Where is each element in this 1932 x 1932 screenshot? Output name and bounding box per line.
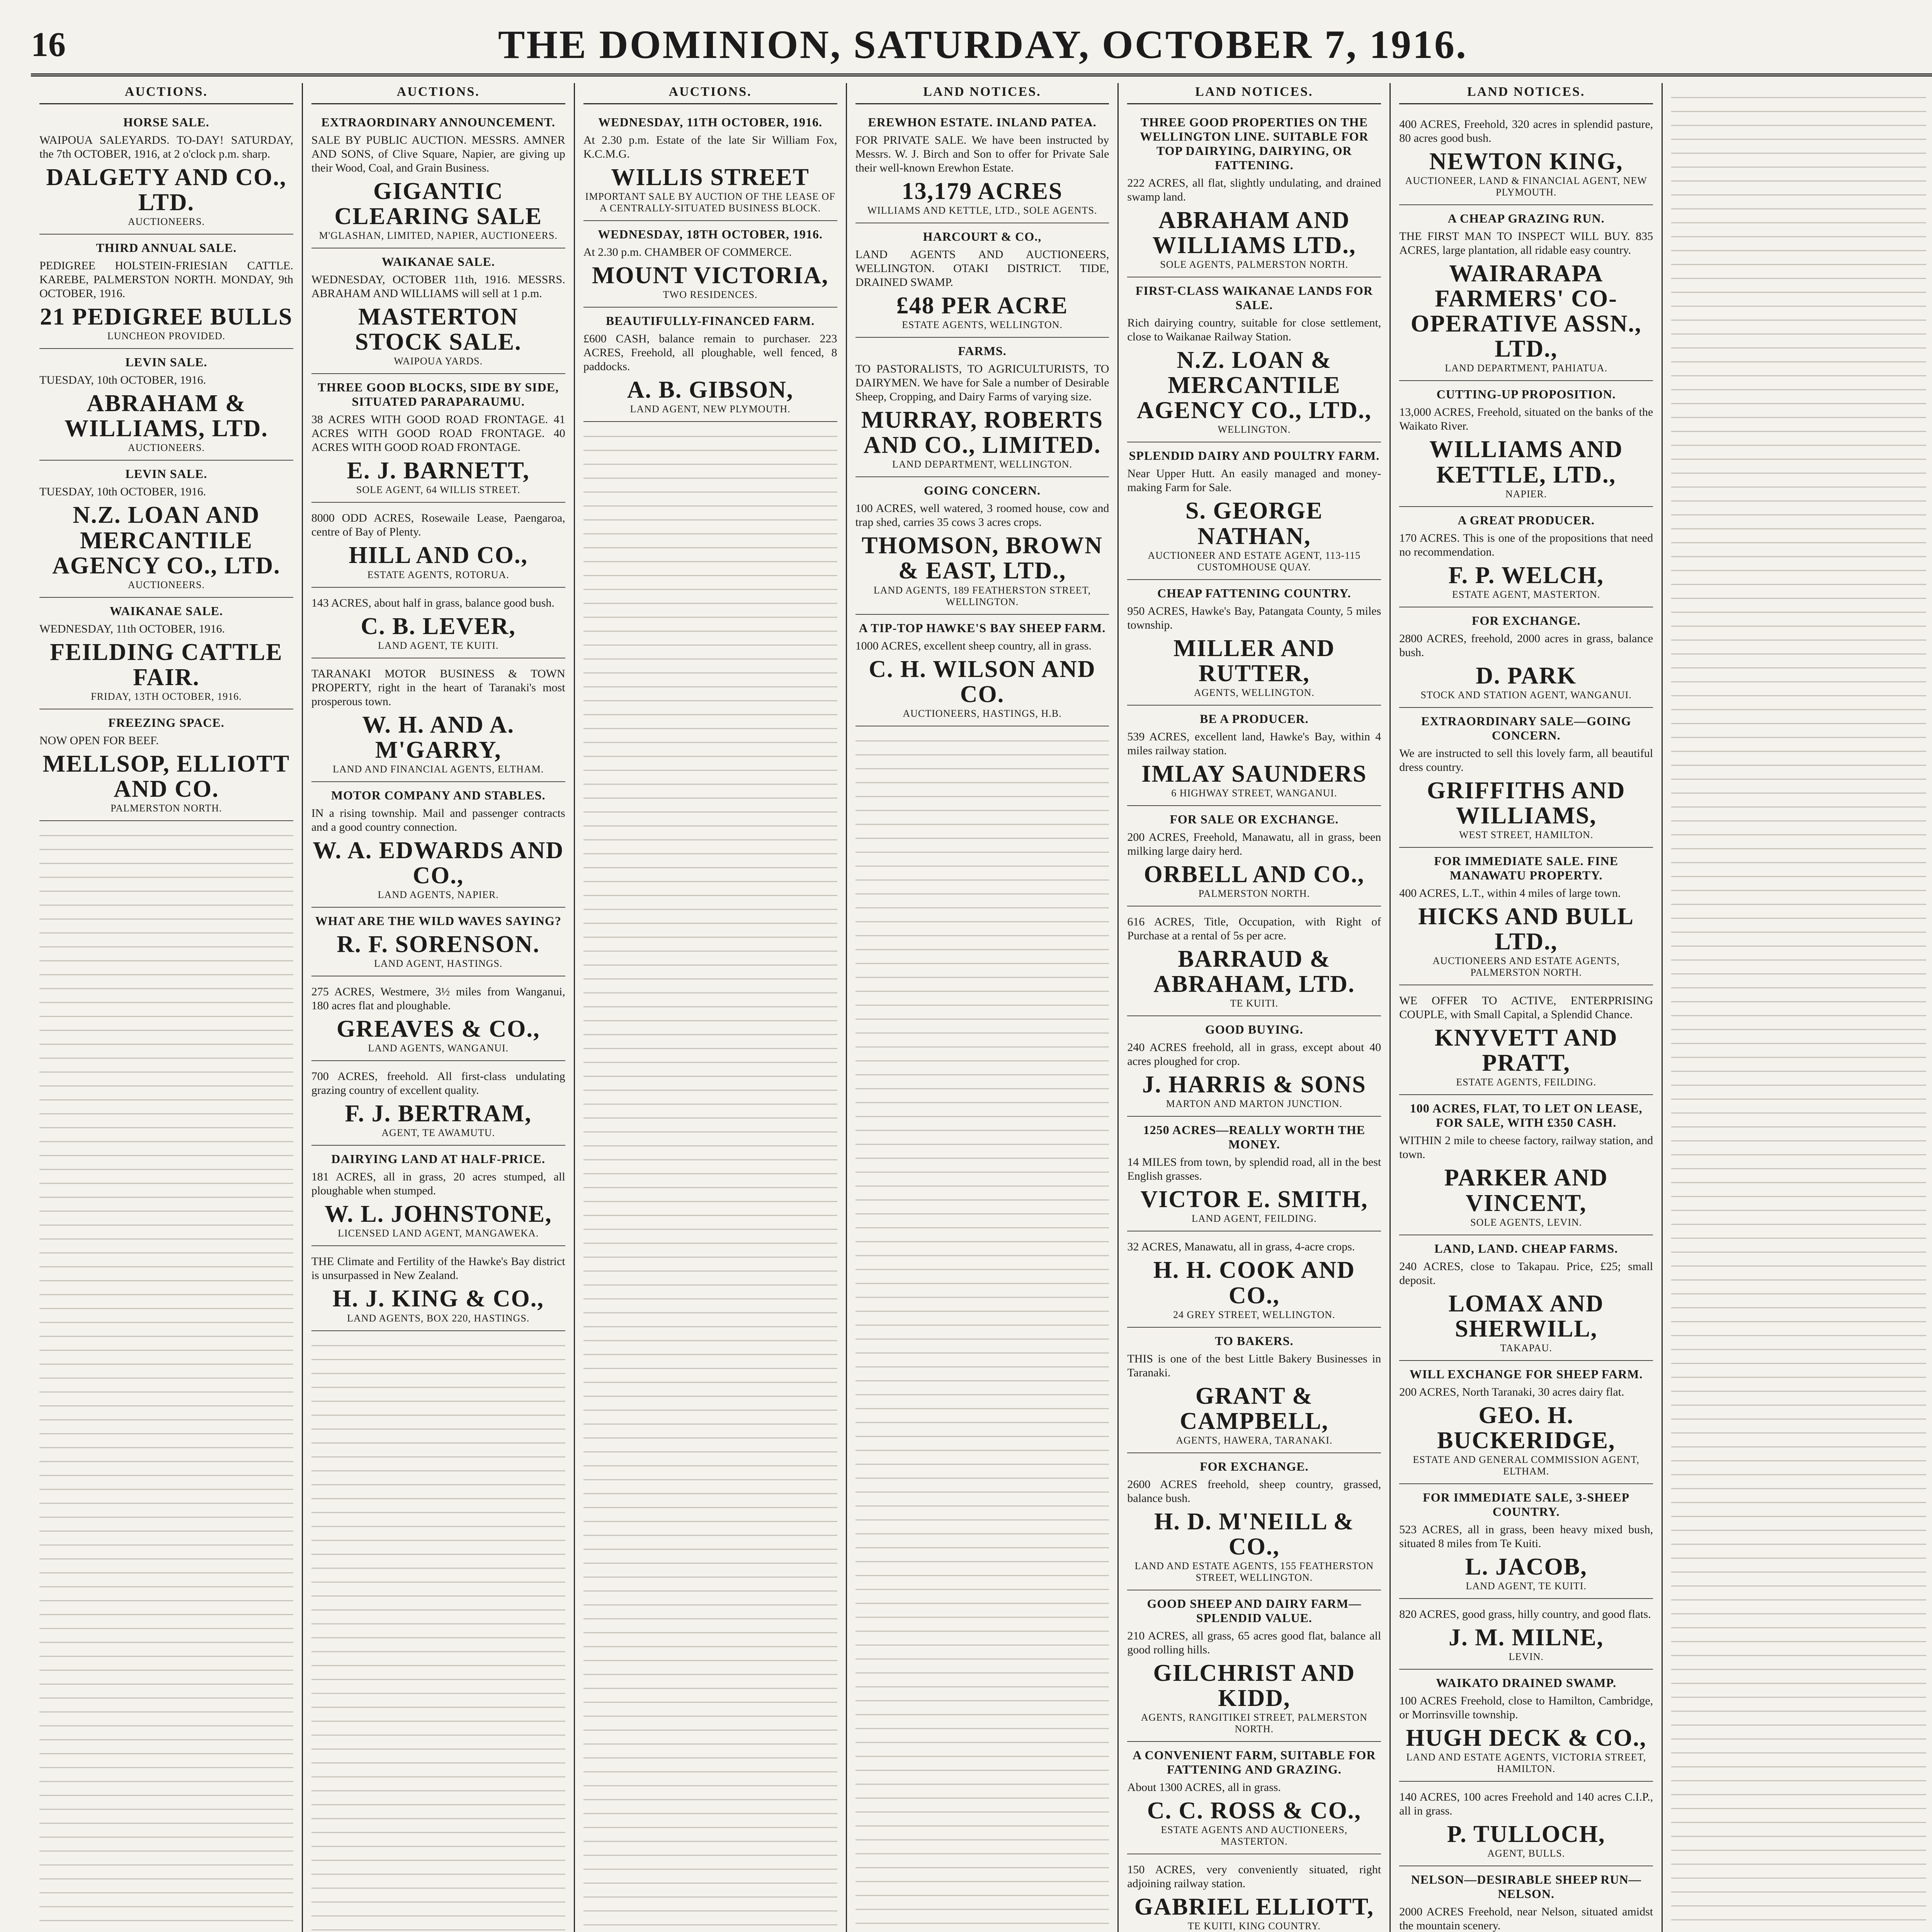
ad-firm-sub: SOLE AGENTS, LEVIN. [1470, 1216, 1582, 1228]
ad-firm-name: VICTOR E. SMITH, [1140, 1186, 1368, 1213]
ad-firm-name: FEILDING CATTLE FAIR. [50, 639, 283, 690]
ad-firm-sub: LUNCHEON PROVIDED. [107, 330, 226, 342]
advertisement [311, 658, 565, 782]
ad-firm-sub: LICENSED LAND AGENT, MANGAWEKA. [338, 1228, 539, 1239]
ad-body: 38 ACRES WITH GOOD ROAD FRONTAGE. 41 ACRES WITH GOOD ROAD FRONTAGE. 40 ACRES WITH GOOD ROAD FRONTAGE. [311, 413, 565, 454]
ad-body: THE Climate and Fertility of the Hawke's Bay district is unsurpassed in New Zealand. [311, 1255, 565, 1282]
ad-firm-name: D. PARK [1476, 662, 1577, 689]
ad-body: TUESDAY, 10th OCTOBER, 1916. [39, 485, 206, 498]
ad-firm-name: MOUNT VICTORIA, [592, 262, 829, 289]
ad-firm-name: ORBELL AND CO., [1144, 861, 1365, 888]
small-print-filler [1671, 87, 1926, 1932]
ad-firm-name: 13,179 ACRES [901, 178, 1063, 204]
ad-body: IN a rising township. Mail and passenger contracts and a good country connection. [311, 806, 565, 833]
ad-firm-sub: LAND AGENT, FEILDING. [1191, 1213, 1317, 1225]
ad-firm-name: C. B. LEVER, [361, 613, 516, 639]
ad-heading: WAIKANAE SALE. [381, 255, 495, 269]
ad-body: 400 ACRES, L.T., within 4 miles of large town. [1399, 887, 1621, 900]
ad-firm-name: W. A. EDWARDS AND CO., [313, 837, 564, 889]
ad-firm-name: J. M. MILNE, [1449, 1624, 1604, 1651]
ad-heading: A TIP-TOP HAWKE'S BAY SHEEP FARM. [859, 621, 1106, 635]
ad-firm-sub: TWO RESIDENCES. [663, 289, 758, 301]
advertisement [1399, 848, 1653, 985]
ad-firm-name: N.Z. LOAN & MERCANTILE AGENCY CO., LTD., [1136, 347, 1372, 424]
ad-body: 616 ACRES, Title, Occupation, with Right of Purchase at a rental of 5s per acre. [1127, 915, 1381, 942]
advertisement [39, 235, 293, 349]
column-auctions-1 [31, 83, 303, 1932]
small-print-filler [583, 426, 837, 1932]
ad-body: TARANAKI MOTOR BUSINESS & TOWN PROPERTY, right in the heart of Taranaki's most prosperous town. [311, 667, 565, 708]
ad-heading: WEDNESDAY, 11TH OCTOBER, 1916. [598, 115, 823, 129]
ad-firm-name: E. J. BARNETT, [347, 457, 530, 484]
ad-firm-sub: TAKAPAU. [1500, 1342, 1552, 1354]
ad-heading: 100 ACRES, FLAT, TO LET ON LEASE, FOR SALE, WITH £350 CASH. [1410, 1101, 1643, 1130]
ad-body: 200 ACRES, Freehold, Manawatu, all in grass, been milking large dairy herd. [1127, 830, 1381, 857]
ad-firm-sub: WAIPOUA YARDS. [394, 355, 483, 367]
ad-firm-name: HUGH DECK & CO., [1406, 1725, 1647, 1752]
column-auctions-2 [303, 83, 575, 1932]
advertisement [1127, 442, 1381, 580]
ad-body: LAND AGENTS AND AUCTIONEERS, WELLINGTON. OTAKI DISTRICT. TIDE, DRAINED SWAMP. [855, 248, 1109, 289]
ad-body: 400 ACRES, Freehold, 320 acres in splendid pasture, 80 acres good bush. [1399, 118, 1653, 145]
ad-firm-sub: FRIDAY, 13TH OCTOBER, 1916. [91, 690, 242, 702]
ad-firm-sub: LAND AGENT, TE KUITI. [1466, 1580, 1587, 1592]
ad-heading: BEAUTIFULLY-FINANCED FARM. [605, 314, 815, 328]
column-blank [1663, 83, 1932, 1932]
advertisement [39, 349, 293, 461]
ad-heading: FOR EXCHANGE. [1200, 1459, 1309, 1473]
advertisement [1399, 985, 1653, 1095]
page-columns [31, 83, 1932, 1932]
ad-firm-sub: AUCTIONEER, LAND & FINANCIAL AGENT, NEW PLYMOUTH. [1405, 175, 1647, 198]
ad-body: 820 ACRES, good grass, hilly country, and good flats. [1399, 1608, 1651, 1621]
ad-firm-name: A. B. GIBSON, [627, 377, 794, 403]
ad-firm-sub: LAND AND FINANCIAL AGENTS, ELTHAM. [333, 763, 544, 775]
newspaper-title: THE DOMINION, SATURDAY, OCTOBER 7, 1916. [498, 22, 1468, 67]
advertisement [1399, 1866, 1653, 1932]
advertisement [311, 1061, 565, 1146]
ad-firm-sub: AGENTS, HAWERA, TARANAKI. [1176, 1434, 1333, 1446]
ad-firm-sub: AGENTS, WELLINGTON. [1194, 687, 1315, 698]
ad-body: 100 ACRES Freehold, close to Hamilton, Cambridge, or Morrinsville township. [1399, 1694, 1653, 1721]
ad-firm-sub: SOLE AGENT, 64 WILLIS STREET. [356, 484, 520, 496]
ad-firm-sub: AGENTS, RANGITIKEI STREET, PALMERSTON NORTH. [1141, 1712, 1367, 1735]
ad-body: 240 ACRES freehold, all in grass, except about 40 acres ploughed for crop. [1127, 1041, 1381, 1068]
advertisement [855, 223, 1109, 338]
ad-firm-name: GABRIEL ELLIOTT, [1134, 1894, 1374, 1920]
ad-heading: FIRST-CLASS WAIKANAE LANDS FOR SALE. [1135, 284, 1373, 312]
ad-firm-sub: LEVIN. [1509, 1651, 1544, 1663]
ad-firm-name: BARRAUD & ABRAHAM, LTD. [1153, 946, 1355, 998]
ad-firm-name: HILL AND CO., [349, 542, 528, 569]
ad-body: 950 ACRES, Hawke's Bay, Patangata County, 5 miles township. [1127, 604, 1381, 631]
column-land-notices-2 [1119, 83, 1391, 1932]
ad-firm-name: H. H. COOK AND CO., [1153, 1257, 1355, 1309]
advertisement [1127, 1590, 1381, 1742]
ad-firm-sub: 24 GREY STREET, WELLINGTON. [1173, 1309, 1335, 1320]
ad-firm-sub: AUCTIONEERS. [128, 216, 205, 228]
advertisement [39, 598, 293, 709]
advertisement [1399, 205, 1653, 381]
ad-body: 181 ACRES, all in grass, 20 acres stumped, all ploughable when stumped. [311, 1170, 565, 1197]
ad-firm-name: LOMAX AND SHERWILL, [1448, 1290, 1604, 1342]
column-header: LAND NOTICES. [855, 83, 1109, 104]
ad-body: WITHIN 2 mile to cheese factory, railway station, and town. [1399, 1134, 1653, 1161]
ad-firm-name: MILLER AND RUTTER, [1173, 635, 1335, 687]
ad-firm-sub: AUCTIONEERS AND ESTATE AGENTS, PALMERSTON NORTH. [1432, 955, 1620, 978]
ad-firm-name: NEWTON KING, [1429, 148, 1623, 175]
advertisement [1127, 1117, 1381, 1231]
advertisement [311, 374, 565, 503]
ad-body: 200 ACRES, North Taranaki, 30 acres dairy flat. [1399, 1385, 1624, 1398]
ad-heading: SPLENDID DAIRY AND POULTRY FARM. [1129, 449, 1380, 463]
ad-firm-name: F. J. BERTRAM, [345, 1100, 532, 1127]
ad-firm-sub: LAND DEPARTMENT, PAHIATUA. [1445, 362, 1608, 374]
ad-firm-name: PARKER AND VINCENT, [1444, 1165, 1608, 1216]
ad-firm-sub: PALMERSTON NORTH. [111, 803, 222, 814]
ad-body: 275 ACRES, Westmere, 3½ miles from Wanganui, 180 acres flat and ploughable. [311, 985, 565, 1012]
ad-body: PEDIGREE HOLSTEIN-FRIESIAN CATTLE. KAREBE, PALMERSTON NORTH. MONDAY, 9th OCTOBER, 1916. [39, 259, 293, 300]
advertisement [855, 338, 1109, 477]
ad-firm-sub: AUCTIONEERS, HASTINGS, H.B. [903, 707, 1062, 719]
ad-firm-name: ABRAHAM AND WILLIAMS LTD., [1152, 207, 1356, 259]
column-header: AUCTIONS. [311, 83, 565, 104]
ad-body: 170 ACRES. This is one of the propositions that need no recommendation. [1399, 531, 1653, 558]
ad-firm-sub: WILLIAMS AND KETTLE, LTD., SOLE AGENTS. [867, 205, 1097, 216]
ad-firm-sub: LAND AND ESTATE AGENTS, VICTORIA STREET, HAMILTON. [1406, 1752, 1646, 1775]
ad-firm-sub: M'GLASHAN, LIMITED, NAPIER, AUCTIONEERS. [319, 230, 558, 242]
ad-body: 143 ACRES, about half in grass, balance good bush. [311, 596, 554, 609]
ad-body: 240 ACRES, close to Takapau. Price, £25; small deposit. [1399, 1260, 1653, 1287]
ad-heading: FOR IMMEDIATE SALE, 3-SHEEP COUNTRY. [1423, 1490, 1630, 1519]
ad-body: 1000 ACRES, excellent sheep country, all in grass. [855, 639, 1092, 652]
ad-firm-sub: LAND AGENT, HASTINGS. [374, 958, 503, 969]
ad-heading: THREE GOOD BLOCKS, SIDE BY SIDE, SITUATED PARAPARAUMU. [318, 380, 559, 409]
ad-firm-sub: PALMERSTON NORTH. [1198, 888, 1310, 900]
ad-heading: LEVIN SALE. [125, 355, 207, 369]
ad-firm-name: 21 PEDIGREE BULLS [40, 304, 293, 330]
advertisement [1127, 580, 1381, 706]
ad-firm-sub: SOLE AGENTS, PALMERSTON NORTH. [1160, 259, 1349, 270]
ad-heading: FOR IMMEDIATE SALE. FINE MANAWATU PROPERTY. [1434, 854, 1619, 883]
ad-firm-sub: LAND AGENTS, NAPIER. [378, 889, 499, 901]
ad-firm-name: MURRAY, ROBERTS AND CO., LIMITED. [861, 407, 1104, 459]
ad-body: Rich dairying country, suitable for close settlement, close to Waikanae Railway Station. [1127, 316, 1381, 344]
ad-heading: LAND, LAND. CHEAP FARMS. [1434, 1241, 1618, 1255]
advertisement [583, 109, 837, 221]
ad-heading: THIRD ANNUAL SALE. [96, 241, 237, 255]
ad-body: 2800 ACRES, freehold, 2000 acres in grass, balance bush. [1399, 632, 1653, 659]
small-print-filler [39, 825, 293, 1932]
ad-heading: WAIKATO DRAINED SWAMP. [1436, 1676, 1617, 1690]
ad-heading: WEDNESDAY, 18TH OCTOBER, 1916. [598, 227, 823, 242]
ad-body: 150 ACRES, very conveniently situated, right adjoining railway station. [1127, 1863, 1381, 1890]
ad-firm-name: R. F. SORENSON. [337, 931, 540, 958]
ad-firm-name: WAIRARAPA FARMERS' CO-OPERATIVE ASSN., LTD., [1410, 260, 1642, 362]
ad-heading: THREE GOOD PROPERTIES ON THE WELLINGTON LINE. SUITABLE FOR TOP DAIRYING, DAIRYING, OR FATTENING. [1140, 115, 1369, 172]
column-header: AUCTIONS. [583, 83, 837, 104]
ad-firm-name: W. L. JOHNSTONE, [325, 1201, 552, 1228]
ad-heading: A CONVENIENT FARM, SUITABLE FOR FATTENING AND GRAZING. [1133, 1748, 1376, 1777]
ad-firm-sub: AGENT, TE AWAMUTU. [381, 1127, 495, 1139]
ad-body: £600 CASH, balance remain to purchaser. 223 ACRES, Freehold, all ploughable, well fenced, 8 paddocks. [583, 332, 837, 373]
ad-firm-sub: ESTATE AGENTS, ROTORUA. [367, 569, 509, 580]
ad-firm-name: C. C. ROSS & CO., [1147, 1798, 1361, 1824]
ad-firm-sub: WEST STREET, HAMILTON. [1459, 829, 1594, 841]
ad-firm-sub: STOCK AND STATION AGENT, WANGANUI. [1420, 689, 1632, 701]
advertisement [1127, 1854, 1381, 1932]
ad-body: Near Upper Hutt. An easily managed and money-making Farm for Sale. [1127, 467, 1381, 494]
ad-firm-name: J. HARRIS & SONS [1142, 1071, 1366, 1098]
advertisement [583, 221, 837, 308]
ad-firm-name: KNYVETT AND PRATT, [1434, 1025, 1618, 1077]
advertisement [311, 588, 565, 658]
ad-heading: CHEAP FATTENING COUNTRY. [1157, 586, 1351, 600]
ad-heading: NELSON—DESIRABLE SHEEP RUN—NELSON. [1411, 1872, 1641, 1901]
ad-firm-sub: AUCTIONEERS. [128, 442, 205, 454]
advertisement [1399, 1782, 1653, 1866]
advertisement [583, 308, 837, 422]
advertisement [311, 908, 565, 976]
ad-firm-name: ABRAHAM & WILLIAMS, LTD. [64, 390, 268, 442]
ad-firm-name: WILLIAMS AND KETTLE, LTD., [1429, 436, 1623, 488]
advertisement [1127, 277, 1381, 442]
ad-firm-sub: TE KUITI. [1230, 998, 1279, 1009]
ad-firm-name: THOMSON, BROWN & EAST, LTD., [862, 532, 1103, 584]
ad-firm-name: IMLAY SAUNDERS [1141, 760, 1367, 787]
ad-firm-name: GREAVES & CO., [337, 1016, 540, 1043]
advertisement [855, 477, 1109, 614]
ad-heading: DAIRYING LAND AT HALF-PRICE. [331, 1152, 546, 1166]
advertisement [311, 976, 565, 1061]
advertisement [1399, 1235, 1653, 1361]
ad-body: 210 ACRES, all grass, 65 acres good flat, balance all good rolling hills. [1127, 1629, 1381, 1656]
ad-firm-sub: LAND AGENTS, 189 FEATHERSTON STREET, WELLINGTON. [873, 584, 1091, 607]
ad-heading: EXTRAORDINARY SALE—GOING CONCERN. [1421, 714, 1631, 742]
advertisement [1399, 1484, 1653, 1599]
advertisement [1399, 1670, 1653, 1782]
ad-heading: FREEZING SPACE. [108, 715, 224, 730]
ad-heading: GOOD BUYING. [1205, 1022, 1303, 1037]
advertisement [39, 109, 293, 235]
ad-firm-sub: 6 HIGHWAY STREET, WANGANUI. [1171, 787, 1337, 799]
ad-firm-name: L. JACOB, [1465, 1553, 1587, 1580]
ad-body: 14 MILES from town, by splendid road, all in the best English grasses. [1127, 1156, 1381, 1183]
ad-firm-sub: LAND DEPARTMENT, WELLINGTON. [892, 459, 1072, 470]
ad-heading: FARMS. [958, 344, 1007, 358]
ad-firm-sub: ESTATE AGENTS AND AUCTIONEERS, MASTERTON. [1161, 1824, 1348, 1847]
ad-body: 222 ACRES, all flat, slightly undulating, and drained swamp land. [1127, 177, 1381, 203]
ad-body: THIS is one of the best Little Bakery Businesses in Taranaki. [1127, 1352, 1381, 1379]
advertisement [39, 709, 293, 821]
ad-firm-sub: AUCTIONEER AND ESTATE AGENT, 113-115 CUSTOMHOUSE QUAY. [1148, 549, 1361, 573]
ad-firm-sub: ESTATE AGENTS, WELLINGTON. [902, 319, 1063, 331]
advertisement [1399, 381, 1653, 507]
masthead [31, 15, 1932, 77]
ad-heading: A GREAT PRODUCER. [1458, 513, 1595, 527]
advertisement [1399, 1599, 1653, 1670]
ad-body: SALE BY PUBLIC AUCTION. MESSRS. AMNER AND SONS, of Clive Square, Napier, are giving up their Wood, Coal, and Grain Business. [311, 134, 565, 174]
ad-firm-name: N.Z. LOAN AND MERCANTILE AGENCY CO., LTD. [52, 502, 281, 579]
ad-heading: GOOD SHEEP AND DAIRY FARM—SPLENDID VALUE. [1147, 1596, 1362, 1625]
ad-firm-sub: TE KUITI, KING COUNTRY. [1187, 1920, 1321, 1932]
ad-firm-sub: LAND AGENTS, WANGANUI. [368, 1043, 509, 1054]
ad-firm-sub: LAND AGENT, NEW PLYMOUTH. [630, 403, 791, 415]
page-number: 16 [31, 25, 66, 64]
column-land-notices-3 [1391, 83, 1663, 1932]
ad-heading: HARCOURT & CO., [923, 230, 1042, 244]
ad-firm-sub: MARTON AND MARTON JUNCTION. [1166, 1098, 1342, 1110]
ad-firm-name: £48 PER ACRE [896, 293, 1068, 319]
ad-firm-sub: ESTATE AGENT, MASTERTON. [1452, 588, 1600, 600]
ad-firm-sub: ESTATE AND GENERAL COMMISSION AGENT, ELTHAM. [1413, 1454, 1639, 1477]
ad-body: At 2.30 p.m. CHAMBER OF COMMERCE. [583, 246, 792, 259]
ad-firm-name: GRANT & CAMPBELL, [1180, 1383, 1329, 1434]
ad-body: 539 ACRES, excellent land, Hawke's Bay, within 4 miles railway station. [1127, 730, 1381, 757]
ad-body: 2600 ACRES freehold, sheep country, grassed, balance bush. [1127, 1478, 1381, 1505]
column-header: LAND NOTICES. [1399, 83, 1653, 104]
ad-firm-name: W. H. AND A. M'GARRY, [362, 711, 515, 763]
ad-heading: GOING CONCERN. [923, 483, 1041, 498]
ad-body: TO PASTORALISTS, TO AGRICULTURISTS, TO DAIRYMEN. We have for Sale a number of Desirable Sheep, Cropping, and Dairy Farms of varying size. [855, 362, 1109, 403]
ad-firm-name: S. GEORGE NATHAN, [1185, 498, 1323, 549]
advertisement [1127, 1742, 1381, 1854]
advertisement [1399, 708, 1653, 848]
ad-firm-name: P. TULLOCH, [1447, 1821, 1605, 1848]
ad-body: 140 ACRES, 100 acres Freehold and 140 acres C.I.P., all in grass. [1399, 1791, 1653, 1818]
ad-firm-sub: AGENT, BULLS. [1487, 1848, 1565, 1859]
ad-heading: EREWHON ESTATE. INLAND PATEA. [868, 115, 1097, 129]
ad-heading: FOR SALE OR EXCHANGE. [1170, 812, 1339, 826]
advertisement [1399, 109, 1653, 205]
ad-body: THE FIRST MAN TO INSPECT WILL BUY. 835 ACRES, large plantation, all ridable easy country. [1399, 230, 1653, 257]
ad-heading: HORSE SALE. [123, 115, 209, 129]
ad-heading: LEVIN SALE. [125, 467, 207, 481]
ad-body: 700 ACRES, freehold. All first-class undulating grazing country of excellent quality. [311, 1070, 565, 1097]
advertisement [1127, 1231, 1381, 1327]
advertisement [855, 615, 1109, 726]
ad-firm-sub: IMPORTANT SALE BY AUCTION OF THE LEASE OF A CENTRALLY-SITUATED BUSINESS BLOCK. [585, 191, 835, 214]
ad-body: 13,000 ACRES, Freehold, situated on the banks of the Waikato River. [1399, 406, 1653, 433]
ad-heading: WAIKANAE SALE. [109, 604, 223, 618]
advertisement [311, 1146, 565, 1246]
advertisement [1127, 806, 1381, 906]
ad-firm-name: WILLIS STREET [611, 164, 810, 190]
ad-body: WEDNESDAY, 11th OCTOBER, 1916. [39, 622, 225, 635]
advertisement [1127, 906, 1381, 1016]
advertisement [311, 503, 565, 587]
advertisement [1127, 1453, 1381, 1590]
ad-heading: EXTRAORDINARY ANNOUNCEMENT. [321, 115, 555, 129]
advertisement [1399, 1361, 1653, 1484]
small-print-filler [855, 730, 1109, 1932]
ad-body: 2000 ACRES Freehold, near Nelson, situated amidst the mountain scenery. [1399, 1905, 1653, 1932]
advertisement [39, 461, 293, 597]
ad-firm-sub: AUCTIONEERS. [128, 579, 205, 590]
column-header: LAND NOTICES. [1127, 83, 1381, 104]
ad-heading: WHAT ARE THE WILD WAVES SAYING? [315, 914, 561, 928]
ad-firm-name: HICKS AND BULL LTD., [1418, 903, 1634, 955]
ad-firm-name: H. D. M'NEILL & CO., [1154, 1508, 1354, 1560]
ad-body: WE OFFER TO ACTIVE, ENTERPRISING COUPLE, with Small Capital, a Splendid Chance. [1399, 994, 1653, 1021]
column-header: AUCTIONS. [39, 83, 293, 104]
ad-heading: MOTOR COMPANY AND STABLES. [331, 788, 546, 802]
ad-body: WAIPOUA SALEYARDS. TO-DAY! SATURDAY, the 7th OCTOBER, 1916, at 2 o'clock p.m. sharp. [39, 134, 293, 160]
ad-heading: TO BAKERS. [1215, 1333, 1294, 1348]
ad-heading: 1250 ACRES—REALLY WORTH THE MONEY. [1143, 1123, 1366, 1151]
advertisement [1399, 507, 1653, 607]
ad-heading: FOR EXCHANGE. [1471, 613, 1581, 628]
advertisement [1399, 1095, 1653, 1235]
advertisement [1127, 1016, 1381, 1117]
ad-body: About 1300 ACRES, all in grass. [1127, 1781, 1281, 1794]
advertisement [1399, 607, 1653, 708]
ad-heading: WILL EXCHANGE FOR SHEEP FARM. [1409, 1367, 1643, 1381]
ad-firm-sub: LAND AND ESTATE AGENTS, 155 FEATHERSTON STREET, WELLINGTON. [1134, 1560, 1374, 1583]
ad-body: TUESDAY, 10th OCTOBER, 1916. [39, 374, 206, 387]
ad-firm-name: MASTERTON STOCK SALE. [355, 304, 522, 355]
ad-body: 523 ACRES, all in grass, been heavy mixed bush, situated 8 miles from Te Kuiti. [1399, 1523, 1653, 1550]
ad-firm-name: C. H. WILSON AND CO. [869, 656, 1096, 707]
ad-firm-name: GILCHRIST AND KIDD, [1153, 1660, 1355, 1712]
ad-firm-name: F. P. WELCH, [1448, 562, 1604, 588]
ad-firm-sub: LAND AGENT, TE KUITI. [378, 639, 499, 651]
advertisement [311, 1246, 565, 1331]
advertisement [311, 782, 565, 908]
ad-heading: BE A PRODUCER. [1200, 711, 1309, 726]
advertisement [1127, 706, 1381, 806]
ad-body: NOW OPEN FOR BEEF. [39, 734, 159, 747]
column-auctions-3 [575, 83, 847, 1932]
advertisement [311, 109, 565, 248]
ad-firm-name: MELLSOP, ELLIOTT AND CO. [43, 750, 290, 803]
ad-heading: CUTTING-UP PROPOSITION. [1436, 387, 1616, 401]
ad-body: WEDNESDAY, OCTOBER 11th, 1916. MESSRS. ABRAHAM AND WILLIAMS will sell at 1 p.m. [311, 273, 565, 300]
ad-firm-name: GRIFFITHS AND WILLIAMS, [1427, 777, 1626, 829]
ad-firm-sub: WELLINGTON. [1218, 424, 1291, 435]
ad-body: At 2.30 p.m. Estate of the late Sir William Fox, K.C.M.G. [583, 134, 837, 160]
ad-heading: A CHEAP GRAZING RUN. [1447, 211, 1605, 226]
ad-body: 100 ACRES, well watered, 3 roomed house, cow and trap shed, carries 35 cows 3 acres crops. [855, 502, 1109, 529]
ad-firm-sub: ESTATE AGENTS, FEILDING. [1456, 1077, 1597, 1088]
ad-firm-name: DALGETY AND CO., LTD. [46, 164, 287, 216]
small-print-filler [311, 1335, 565, 1932]
column-land-notices-1 [847, 83, 1119, 1932]
ad-body: 32 ACRES, Manawatu, all in grass, 4-acre crops. [1127, 1240, 1355, 1253]
ad-firm-name: H. J. KING & CO., [332, 1286, 544, 1312]
ad-firm-name: GIGANTIC CLEARING SALE [334, 178, 543, 230]
ad-body: We are instructed to sell this lovely farm, all beautiful dress country. [1399, 747, 1653, 774]
ad-firm-sub: LAND AGENTS, BOX 220, HASTINGS. [347, 1312, 530, 1324]
ad-body: 8000 ODD ACRES, Rosewaile Lease, Paengaroa, centre of Bay of Plenty. [311, 512, 565, 539]
ad-firm-sub: NAPIER. [1505, 488, 1547, 500]
ad-body: FOR PRIVATE SALE. We have been instructed by Messrs. W. J. Birch and Son to offer for Private Sale their well-known Erewhon Estate. [855, 134, 1109, 174]
advertisement [855, 109, 1109, 223]
ad-firm-name: GEO. H. BUCKERIDGE, [1437, 1402, 1616, 1454]
advertisement [1127, 1328, 1381, 1453]
advertisement [1127, 109, 1381, 277]
advertisement [311, 248, 565, 374]
